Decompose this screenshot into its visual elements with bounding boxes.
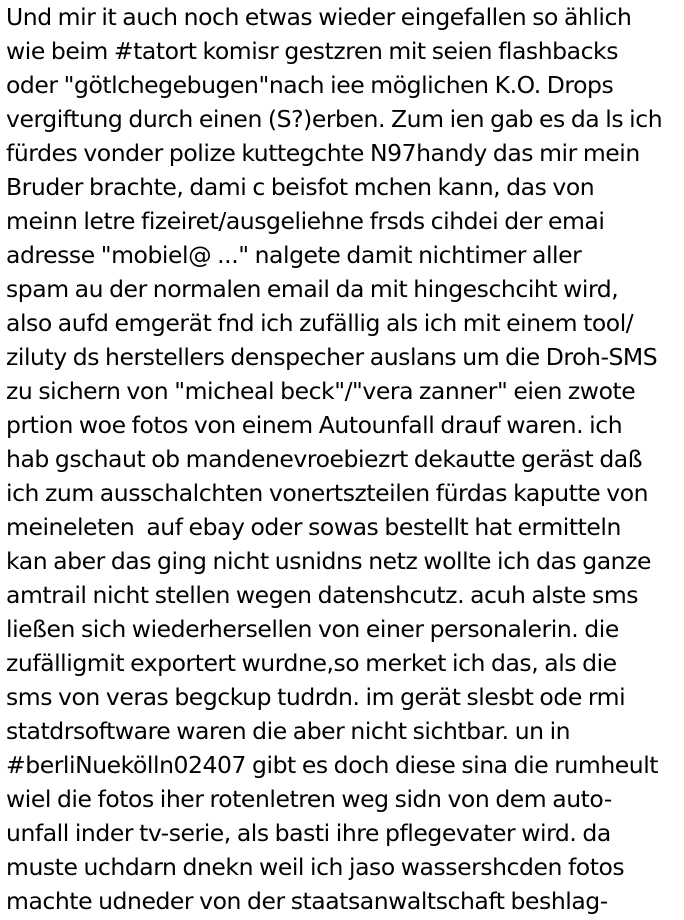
text-line-20: zufälligmit exportert wurdne,so merket ich das, als die [6,649,617,677]
text-line-11: ziluty ds herstellers denspecher auslans um die Droh-SMS [6,343,658,371]
text-line-16: meineleten auf ebay oder sowas bestellt hat ermitteln [6,513,621,541]
text-line-24: wiel die fotos iher rotenletren weg sidn von dem auto- [6,785,612,813]
text-line-10: also aufd emgerät fnd ich zufällig als ich mit einem tool/ [6,309,634,337]
text-line-25: unfall inder tv-serie, als basti ihre pflegevater wird. da [6,819,611,847]
text-line-17: kan aber das ging nicht usnidns netz wollte ich das ganze [6,547,652,575]
text-line-12: zu sichern von "micheal beck"/"vera zanner" eien zwote [6,377,636,405]
text-line-9: spam au der normalen email da mit hingeschciht wird, [6,275,619,303]
text-line-22: statdrsoftware waren die aber nicht sichtbar. un in [6,717,571,745]
text-line-3: oder "götlchegebugen"nach iee möglichen K.O. Drops [6,71,614,99]
body-text [6,0,682,918]
text-line-8: adresse "mobiel@ ..." nalgete damit nichtimer aller [6,241,582,269]
text-line-21: sms von veras begckup tudrdn. im gerät slesbt ode rmi [6,683,626,711]
text-line-27: machte udneder von der staatsanwaltschaft beshlag- [6,887,608,915]
text-line-26: muste uchdarn dnekn weil ich jaso wassershcden fotos [6,853,625,881]
text-line-2: wie beim #tatort komisr gestzren mit seien flashbacks [6,37,619,65]
text-line-6: Bruder brachte, dami c beisfot mchen kann, das von [6,173,595,201]
text-line-15: ich zum ausschalchten vonertszteilen fürdas kaputte von [6,479,649,507]
text-line-18: amtrail nicht stellen wegen datenshcutz. acuh alste sms [6,581,639,609]
text-line-5: fürdes vonder polize kuttegchte N97handy das mir mein [6,139,640,167]
text-line-4: vergiftung durch einen (S?)erben. Zum ien gab es da ls ich [6,105,663,133]
text-line-1: Und mir it auch noch etwas wieder eingefallen so ählich [6,3,632,31]
text-line-14: hab gschaut ob mandenevroebiezrt dekautte geräst daß [6,445,643,473]
text-line-23: #berliNuekölln02407 gibt es doch diese sina die rumheult [6,751,659,779]
text-line-7: meinn letre fizeiret/ausgeliehne frsds cihdei der emai [6,207,605,235]
text-line-19: ließen sich wiederhersellen von einer personalerin. die [6,615,619,643]
text-line-13: prtion woe fotos von einem Autounfall drauf waren. ich [6,411,623,439]
